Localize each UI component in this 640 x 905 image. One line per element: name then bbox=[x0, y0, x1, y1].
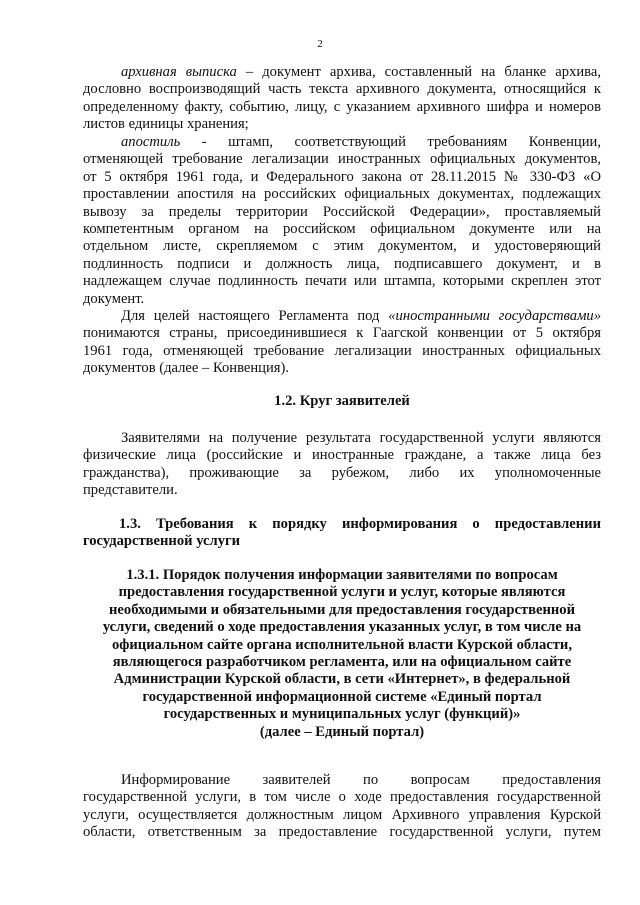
section-heading-1-3-1: 1.3.1. Порядок получения информации заявителями по вопросам предоставления государственной услуги и услуг, которые являются необходимыми и обязательными для предоставления государственной услуги, сведений о ходе предоставления указанных услуг, в том числе на официальном сайте органа исполнительной власти Курской области, являющегося разработчиком регламента, или на официальном сайте Администрации Курской области, в сети «Интернет», в федеральной государственной информационной системе «Единый портал государственных и муниципальных услуг (функций)» (далее – Единый портал) bbox=[102, 567, 582, 740]
paragraph-applicants: Заявителями на получение результата государственной услуги являются физические лица (российские и иностранные граждане, а также лица без гражданства), проживающие за рубежом, либо их уполномоченные представители. bbox=[83, 430, 601, 499]
definition-archive-extract: архивная выписка – документ архива, составленный на бланке архива, дословно воспроизводящий часть текста архивного документа, относящийся к определенному факту, событию, лицу, с указанием архивного шифра и номеров листов единицы хранения; bbox=[83, 64, 601, 133]
paragraph-informing: Информирование заявителей по вопросам предоставления государственной услуги, в том числе о ходе предоставления государственной услуги, осуществляется должностным лицом Архивного управления Курской области, ответственным за предоставление государственной услуги, путем bbox=[83, 772, 601, 841]
term-archive-extract: архивная выписка bbox=[121, 64, 237, 80]
section-heading-1-3: 1.3. Требования к порядку информирования о предоставлении государственной услуги bbox=[83, 516, 601, 550]
paragraph-foreign-states: Для целей настоящего Регламента под «иностранными государствами» понимаются страны, присоединившиеся к Гаагской конвенции от 5 октября 1961 года, отменяющей требование легализации иностранных официальных документов (далее – Конвенция). bbox=[83, 308, 601, 377]
term-foreign-states: «иностранными государствами» bbox=[388, 308, 601, 324]
section-heading-1-2: 1.2. Круг заявителей bbox=[274, 393, 410, 409]
page-number: 2 bbox=[317, 38, 323, 50]
term-apostille: апостиль bbox=[121, 134, 181, 150]
definition-apostille: апостиль - штамп, соответствующий требованиям Конвенции, отменяющей требование легализации иностранных официальных документов, от 5 октября 1961 года, и Федерального закона от 28.11.2015 № 330-ФЗ «О проставлении апостиля на российских официальных документах, подлежащих вывозу за пределы территории Российской Федерации», проставляемый компетентным органом на российском официальном документе или на отдельном листе, скрепляемом с этим документом, и удостоверяющий подлинность подписи и должность лица, подписавшего документ, и в надлежащем случае подлинность печати или штампа, которыми скреплен этот документ. bbox=[83, 134, 601, 307]
